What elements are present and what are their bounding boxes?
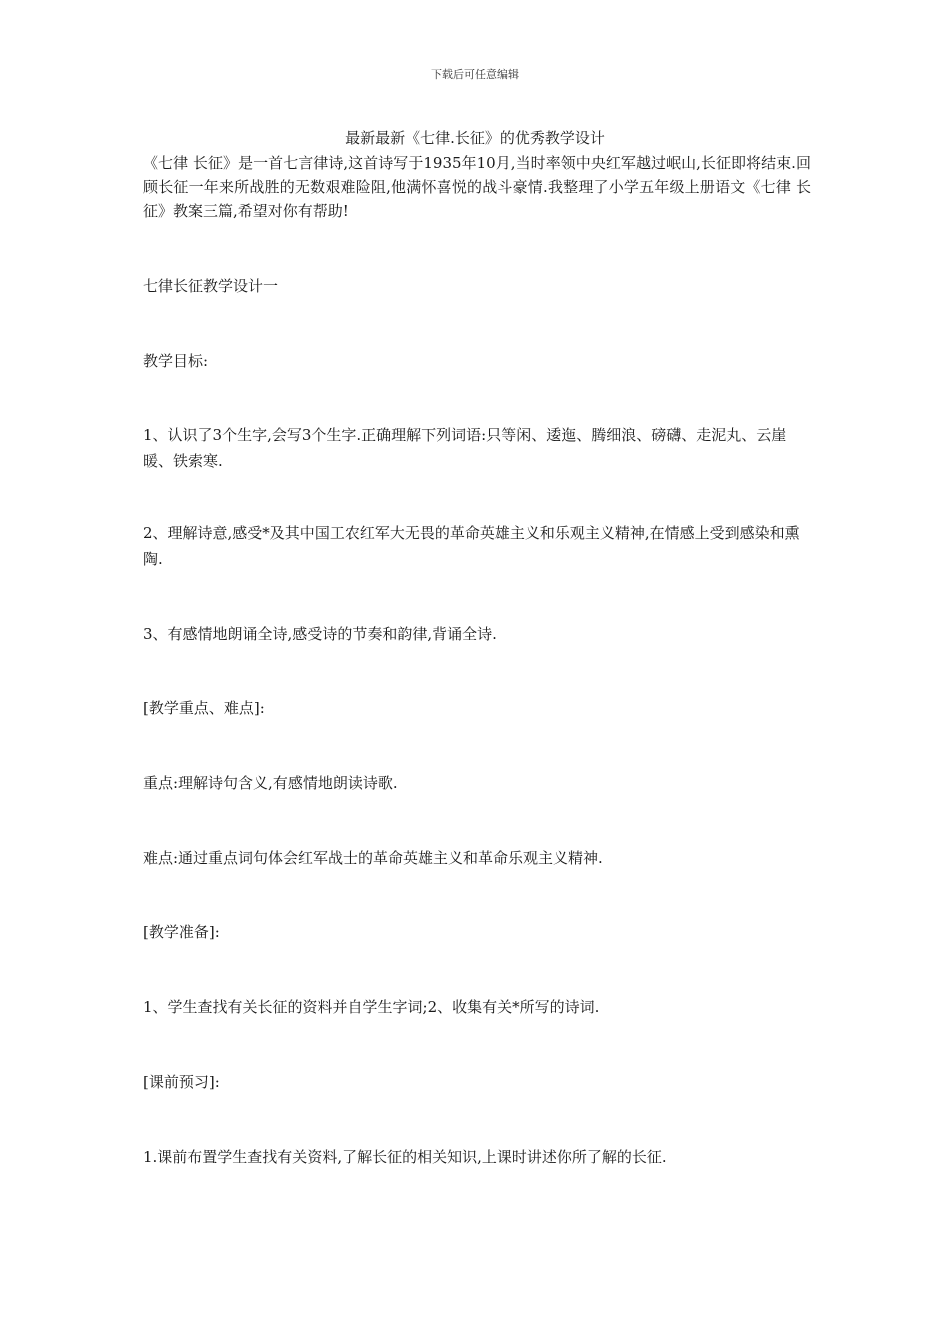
- difficulty-text: 难点:通过重点词句体会红军战士的革命英雄主义和革命乐观主义精神.: [143, 849, 603, 867]
- goal-item-3: 3、有感情地朗诵全诗,感受诗的节奏和韵律,背诵全诗.: [143, 625, 497, 643]
- goal-item-1: 1、认识了3个生字,会写3个生字.正确理解下列词语:只等闲、逶迤、腾细浪、磅礴、走泥丸、云崖暖、铁索寒.: [143, 426, 787, 470]
- preparation-text: 1、学生查找有关长征的资料并自学生字词;2、收集有关*所写的诗词.: [143, 998, 600, 1016]
- section-heading: 七律长征教学设计一: [143, 277, 279, 295]
- document-title: 最新最新《七律.长征》的优秀教学设计: [345, 129, 605, 147]
- key-difficulty-heading: [教学重点、难点]:: [143, 699, 265, 717]
- intro-paragraph: 《七律 长征》是一首七言律诗,这首诗写于1935年10月,当时率领中央红军越过岷山,长征即将结束.回顾长征一年来所战胜的无数艰难险阻,他满怀喜悦的战斗豪情.我整理了小学五年级上册语文《七律 长征》教案三篇,希望对你有帮助!: [143, 154, 811, 220]
- preparation-heading: [教学准备]:: [143, 923, 220, 941]
- goals-heading: 教学目标:: [143, 352, 209, 370]
- preview-text: 1.课前布置学生查找有关资料,了解长征的相关知识,上课时讲述你所了解的长征.: [143, 1148, 667, 1166]
- preview-heading: [课前预习]:: [143, 1073, 220, 1091]
- goal-item-2: 2、理解诗意,感受*及其中国工农红军大无畏的革命英雄主义和乐观主义精神,在情感上受到感染和熏陶.: [143, 524, 800, 568]
- page-header-note: 下载后可任意编辑: [431, 68, 519, 81]
- key-point-text: 重点:理解诗句含义,有感情地朗读诗歌.: [143, 774, 398, 792]
